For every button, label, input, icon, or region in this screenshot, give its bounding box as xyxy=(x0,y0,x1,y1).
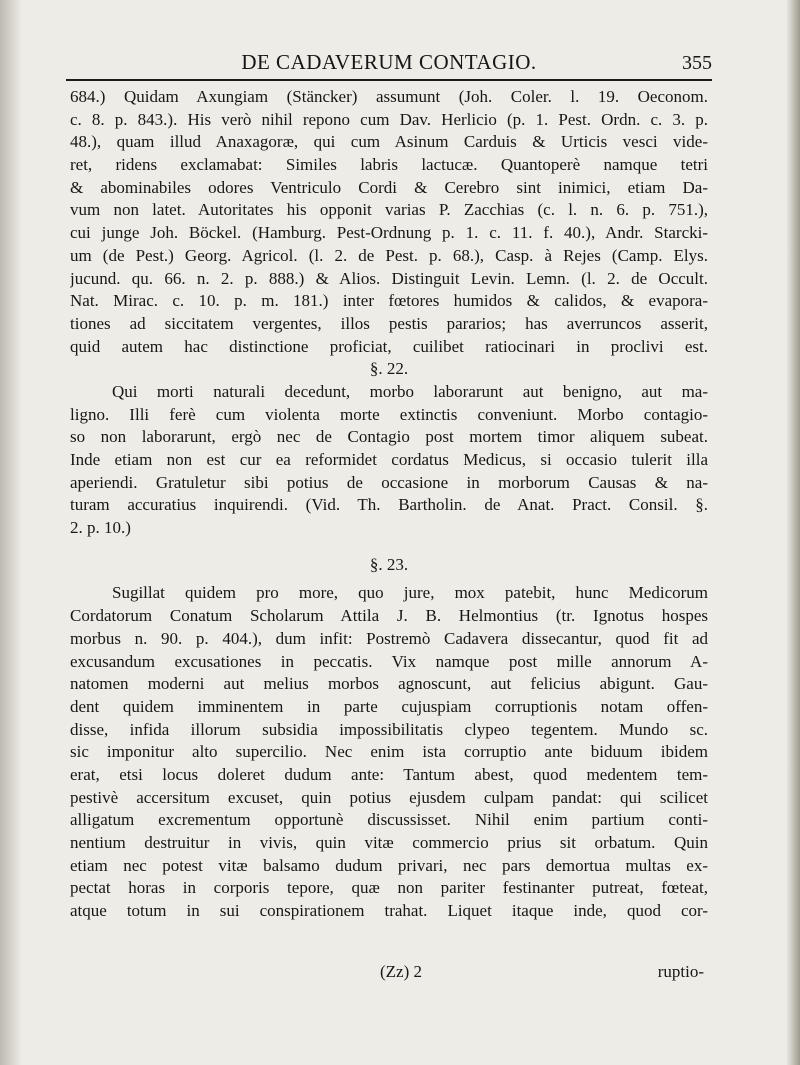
text-line: ligno. Illi ferè cum violenta morte extinctis conveniunt. Morbo contagio- xyxy=(70,404,708,424)
body-text xyxy=(70,86,708,923)
text-line: etiam nec potest vitæ balsamo dudum privari, nec pars demortua multas ex- xyxy=(70,855,708,875)
header-rule xyxy=(66,79,712,81)
running-title: DE CADAVERUM CONTAGIO. xyxy=(241,50,537,74)
paragraph-section-22 xyxy=(70,381,708,540)
text-line: dent quidem imminentem in parte cujuspiam corruptionis notam offen- xyxy=(70,696,708,716)
text-line: disse, infida illorum subsidia impossibilitatis clypeo tegentem. Mundo sc. xyxy=(70,719,708,739)
text-line: morbus n. 90. p. 404.), dum infit: Postremò Cadavera dissecantur, quod fit ad xyxy=(70,628,708,648)
text-line: aperiendi. Gratuletur sibi potius de occasione in morborum Causas & na- xyxy=(70,472,708,492)
text-line: quid autem hac distinctione proficiat, cuilibet ratiocinari in proclivi est. xyxy=(70,336,708,356)
page-number: 355 xyxy=(682,52,712,74)
text-line: sic imponitur alto supercilio. Nec enim ista corruptio ante biduum ibidem xyxy=(70,742,708,762)
text-line: & abominabiles odores Ventriculo Cordi & Cerebro sint inimici, etiam Da- xyxy=(70,177,708,197)
page-edge-shadow-right xyxy=(786,0,800,1065)
text-line: pestivè accersitum excuset, quin potius ejusdem culpam pandat: qui scilicet xyxy=(70,787,708,807)
text-line: Sugillat quidem pro more, quo jure, mox patebit, hunc Medicorum xyxy=(112,583,708,603)
text-line: so non laborarunt, ergò nec de Contagio post mortem timor aliquem subeat. xyxy=(70,427,708,447)
text-line: um (de Pest.) Georg. Agricol. (l. 2. de Pest. p. 68.), Casp. à Rejes (Camp. Elys. xyxy=(70,245,708,265)
text-line: pectat horas in corporis tepore, quæ non pariter festinanter putreat, fœteat, xyxy=(70,878,708,898)
section-number-23: §. 23. xyxy=(369,554,409,574)
paragraph-continuation xyxy=(70,86,708,358)
text-line: ret, ridens exclamabat: Similes labris lactucæ. Quantoperè namque tetri xyxy=(70,155,708,175)
text-line: 2. p. 10.) xyxy=(70,518,131,538)
catchword: ruptio- xyxy=(657,962,704,981)
text-line: excusandum excusationes in peccatis. Vix namque post mille annorum A- xyxy=(70,651,708,671)
text-line: Qui morti naturali decedunt, morbo laborarunt aut benigno, aut ma- xyxy=(112,381,708,401)
text-line: c. 8. p. 843.). His verò nihil repono cum Dav. Herlicio (p. 1. Pest. Ordn. c. 3. p. xyxy=(70,109,708,129)
text-line: Cordatorum Conatum Scholarum Attila J. B. Helmontius (tr. Ignotus hospes xyxy=(70,606,708,626)
text-line: alligatum excrementum opportunè discussisset. Nihil enim partium conti- xyxy=(70,810,708,830)
running-head xyxy=(66,46,712,76)
text-line: 684.) Quidam Axungiam (Stäncker) assumunt (Joh. Coler. l. 19. Oeconom. xyxy=(70,87,708,106)
text-line: natomen moderni aut melius morbos agnoscunt, aut felicius abigunt. Gau- xyxy=(70,674,708,694)
section-number-22: §. 22. xyxy=(369,359,409,379)
paragraph-section-23 xyxy=(70,582,708,922)
text-line: atque totum in sui conspirationem trahat. Liquet itaque inde, quod cor- xyxy=(70,901,708,921)
signature-mark: (Zz) 2 xyxy=(380,962,423,981)
text-line: vum non latet. Autoritates his opponit varias P. Zacchias (c. l. n. 6. p. 751.), xyxy=(70,200,708,220)
text-line: tiones ad siccitatem vergentes, illos pestis pararios; has averruncos asserit, xyxy=(70,313,708,333)
text-line: turam accuratius inquirendi. (Vid. Th. Bartholin. de Anat. Pract. Consil. §. xyxy=(70,495,708,515)
text-line: Inde etiam non est cur ea reformidet cordatus Medicus, si occasio tulerit illa xyxy=(70,450,708,469)
page-edge-shadow-left xyxy=(0,0,22,1065)
text-line: nentium destruitur in vivis, quin vitæ commercio prius sit orbatum. Quin xyxy=(70,833,708,852)
text-line: Nat. Mirac. c. 10. p. m. 181.) inter fœtores humidos & calidos, & evapora- xyxy=(70,291,708,311)
text-line: 48.), quam illud Anaxagoræ, qui cum Asinum Carduis & Urticis vesci vide- xyxy=(70,132,708,152)
text-line: erat, etsi locus doleret dudum ante: Tantum abest, quod medentem tem- xyxy=(70,764,708,784)
text-line: cui junge Joh. Böckel. (Hamburg. Pest-Ordnung p. 1. c. 11. f. 40.), Andr. Starcki- xyxy=(70,223,708,243)
text-line: jucund. qu. 66. n. 2. p. 888.) & Alios. Distinguit Levin. Lemn. (l. 2. de Occult. xyxy=(70,268,708,288)
